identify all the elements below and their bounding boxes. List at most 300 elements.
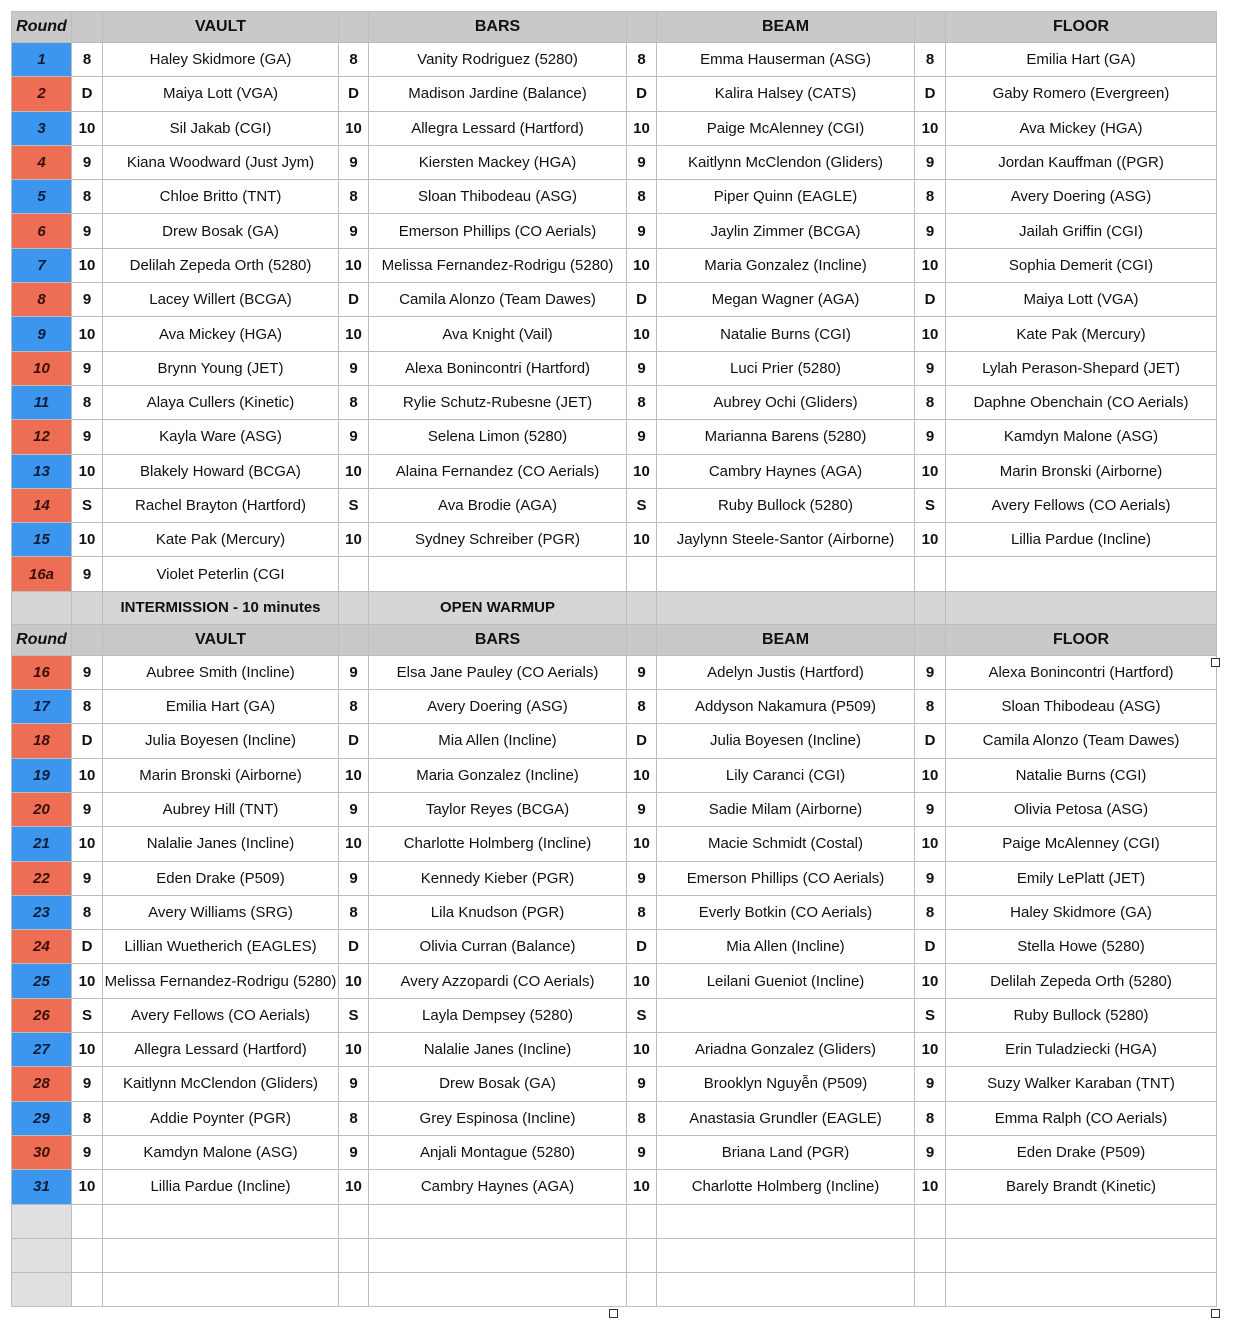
vault-gymnast-cell[interactable]: Aubree Smith (Incline) <box>103 655 339 689</box>
bars-level-cell[interactable] <box>339 557 369 591</box>
round-number-cell[interactable]: 26 <box>12 998 72 1032</box>
round-number-cell[interactable]: 11 <box>12 385 72 419</box>
bars-level-cell[interactable]: 8 <box>339 690 369 724</box>
vault-gymnast-cell[interactable]: Nalalie Janes (Incline) <box>103 827 339 861</box>
intermission-blank-cell[interactable] <box>657 591 915 624</box>
beam-level-cell[interactable]: 10 <box>627 454 657 488</box>
beam-gymnast-cell[interactable]: Leilani Gueniot (Incline) <box>657 964 915 998</box>
round-column-header[interactable]: Round <box>12 624 72 655</box>
bars-gymnast-cell[interactable]: Drew Bosak (GA) <box>369 1067 627 1101</box>
floor-level-cell[interactable]: S <box>915 488 946 522</box>
beam-gymnast-cell[interactable]: Sadie Milam (Airborne) <box>657 792 915 826</box>
round-number-cell[interactable]: 13 <box>12 454 72 488</box>
floor-column-header[interactable]: FLOOR <box>946 12 1217 43</box>
round-number-cell[interactable]: 14 <box>12 488 72 522</box>
floor-gymnast-cell[interactable]: Lillia Pardue (Incline) <box>946 523 1217 557</box>
vault-level-cell[interactable]: 10 <box>72 248 103 282</box>
vault-gymnast-cell[interactable] <box>103 1238 339 1272</box>
beam-gymnast-cell[interactable]: Addyson Nakamura (P509) <box>657 690 915 724</box>
floor-gymnast-cell[interactable]: Gaby Romero (Evergreen) <box>946 77 1217 111</box>
floor-gymnast-cell[interactable]: Sloan Thibodeau (ASG) <box>946 690 1217 724</box>
floor-level-cell[interactable]: 8 <box>915 895 946 929</box>
bars-gymnast-cell[interactable] <box>369 557 627 591</box>
round-number-cell[interactable]: 25 <box>12 964 72 998</box>
vault-level-cell[interactable]: S <box>72 998 103 1032</box>
bars-level-cell[interactable]: 9 <box>339 420 369 454</box>
beam-gymnast-cell[interactable]: Briana Land (PGR) <box>657 1135 915 1169</box>
bars-level-cell[interactable]: 9 <box>339 351 369 385</box>
floor-gymnast-cell[interactable]: Lylah Perason-Shepard (JET) <box>946 351 1217 385</box>
beam-level-cell[interactable]: S <box>627 998 657 1032</box>
vault-level-cell[interactable]: 8 <box>72 43 103 77</box>
vault-level-cell[interactable]: 9 <box>72 351 103 385</box>
floor-gymnast-cell[interactable]: Natalie Burns (CGI) <box>946 758 1217 792</box>
beam-level-cell[interactable]: 9 <box>627 351 657 385</box>
round-number-cell[interactable]: 30 <box>12 1135 72 1169</box>
intermission-blank-cell[interactable] <box>946 591 1217 624</box>
beam-gymnast-cell[interactable]: Paige McAlenney (CGI) <box>657 111 915 145</box>
bars-level-cell[interactable]: 9 <box>339 1067 369 1101</box>
bars-level-cell[interactable]: 8 <box>339 180 369 214</box>
vault-gymnast-cell[interactable]: Kaitlynn McClendon (Gliders) <box>103 1067 339 1101</box>
vault-gymnast-cell[interactable]: Allegra Lessard (Hartford) <box>103 1033 339 1067</box>
vault-gymnast-cell[interactable]: Haley Skidmore (GA) <box>103 43 339 77</box>
beam-level-cell[interactable]: D <box>627 283 657 317</box>
round-number-cell[interactable]: 16a <box>12 557 72 591</box>
floor-gymnast-cell[interactable]: Erin Tuladziecki (HGA) <box>946 1033 1217 1067</box>
vault-gymnast-cell[interactable]: Chloe Britto (TNT) <box>103 180 339 214</box>
floor-gymnast-cell[interactable]: Kamdyn Malone (ASG) <box>946 420 1217 454</box>
beam-column-header[interactable]: BEAM <box>657 12 915 43</box>
bars-level-cell[interactable]: 9 <box>339 861 369 895</box>
round-number-cell[interactable]: 27 <box>12 1033 72 1067</box>
beam-gymnast-cell[interactable]: Jaylin Zimmer (BCGA) <box>657 214 915 248</box>
beam-level-cell[interactable]: 9 <box>627 861 657 895</box>
floor-column-header[interactable]: FLOOR <box>946 624 1217 655</box>
floor-level-cell[interactable]: S <box>915 998 946 1032</box>
bars-column-header[interactable]: BARS <box>369 624 627 655</box>
vault-level-cell[interactable]: S <box>72 488 103 522</box>
beam-gymnast-cell[interactable]: Anastasia Grundler (EAGLE) <box>657 1101 915 1135</box>
bars-level-cell[interactable]: 10 <box>339 111 369 145</box>
round-number-cell[interactable]: 16 <box>12 655 72 689</box>
vault-level-header[interactable] <box>72 624 103 655</box>
vault-level-cell[interactable]: 9 <box>72 792 103 826</box>
vault-level-cell[interactable] <box>72 1273 103 1307</box>
vault-level-cell[interactable]: 10 <box>72 317 103 351</box>
vault-level-cell[interactable]: 10 <box>72 1170 103 1204</box>
vault-gymnast-cell[interactable]: Violet Peterlin (CGI <box>103 557 339 591</box>
vault-gymnast-cell[interactable]: Melissa Fernandez-Rodrigu (5280) <box>103 964 339 998</box>
beam-gymnast-cell[interactable] <box>657 998 915 1032</box>
beam-level-cell[interactable]: 10 <box>627 111 657 145</box>
bars-level-cell[interactable]: 10 <box>339 454 369 488</box>
bars-gymnast-cell[interactable]: Nalalie Janes (Incline) <box>369 1033 627 1067</box>
bars-level-cell[interactable]: 10 <box>339 523 369 557</box>
beam-gymnast-cell[interactable] <box>657 557 915 591</box>
bars-level-cell[interactable]: 10 <box>339 1033 369 1067</box>
beam-level-cell[interactable]: 9 <box>627 1135 657 1169</box>
floor-level-cell[interactable]: 10 <box>915 523 946 557</box>
floor-level-cell[interactable]: 10 <box>915 964 946 998</box>
beam-level-cell[interactable]: 10 <box>627 1170 657 1204</box>
vault-gymnast-cell[interactable]: Maiya Lott (VGA) <box>103 77 339 111</box>
round-number-cell[interactable]: 5 <box>12 180 72 214</box>
round-number-cell[interactable]: 20 <box>12 792 72 826</box>
vault-gymnast-cell[interactable]: Brynn Young (JET) <box>103 351 339 385</box>
bars-level-cell[interactable]: 10 <box>339 964 369 998</box>
floor-level-cell[interactable]: D <box>915 77 946 111</box>
bars-gymnast-cell[interactable] <box>369 1273 627 1307</box>
floor-gymnast-cell[interactable]: Camila Alonzo (Team Dawes) <box>946 724 1217 758</box>
floor-level-cell[interactable]: 9 <box>915 214 946 248</box>
round-number-cell[interactable]: 7 <box>12 248 72 282</box>
floor-gymnast-cell[interactable]: Emma Ralph (CO Aerials) <box>946 1101 1217 1135</box>
bars-gymnast-cell[interactable]: Kiersten Mackey (HGA) <box>369 145 627 179</box>
floor-level-cell[interactable]: 10 <box>915 248 946 282</box>
beam-level-cell[interactable] <box>627 1204 657 1238</box>
bars-level-cell[interactable]: 9 <box>339 214 369 248</box>
floor-level-cell[interactable]: 8 <box>915 180 946 214</box>
round-number-cell[interactable]: 3 <box>12 111 72 145</box>
beam-level-cell[interactable]: D <box>627 930 657 964</box>
floor-level-cell[interactable]: 10 <box>915 317 946 351</box>
open-warmup-label[interactable]: OPEN WARMUP <box>369 591 627 624</box>
beam-gymnast-cell[interactable]: Ariadna Gonzalez (Gliders) <box>657 1033 915 1067</box>
bars-level-cell[interactable]: D <box>339 724 369 758</box>
beam-gymnast-cell[interactable]: Mia Allen (Incline) <box>657 930 915 964</box>
round-number-cell[interactable] <box>12 1238 72 1272</box>
beam-level-cell[interactable]: S <box>627 488 657 522</box>
beam-level-cell[interactable]: 10 <box>627 248 657 282</box>
intermission-round-cell[interactable] <box>12 591 72 624</box>
floor-level-cell[interactable]: 10 <box>915 111 946 145</box>
round-number-cell[interactable]: 21 <box>12 827 72 861</box>
vault-column-header[interactable]: VAULT <box>103 12 339 43</box>
beam-gymnast-cell[interactable]: Cambry Haynes (AGA) <box>657 454 915 488</box>
vault-gymnast-cell[interactable]: Kate Pak (Mercury) <box>103 523 339 557</box>
bars-level-cell[interactable]: 8 <box>339 1101 369 1135</box>
round-number-cell[interactable]: 22 <box>12 861 72 895</box>
beam-level-cell[interactable]: 10 <box>627 1033 657 1067</box>
beam-level-cell[interactable]: 8 <box>627 895 657 929</box>
bars-gymnast-cell[interactable]: Ava Knight (Vail) <box>369 317 627 351</box>
vault-gymnast-cell[interactable]: Delilah Zepeda Orth (5280) <box>103 248 339 282</box>
beam-level-cell[interactable]: 9 <box>627 214 657 248</box>
bars-level-cell[interactable] <box>339 1238 369 1272</box>
vault-gymnast-cell[interactable]: Lacey Willert (BCGA) <box>103 283 339 317</box>
beam-gymnast-cell[interactable]: Natalie Burns (CGI) <box>657 317 915 351</box>
bars-gymnast-cell[interactable]: Mia Allen (Incline) <box>369 724 627 758</box>
bars-gymnast-cell[interactable] <box>369 1238 627 1272</box>
bars-gymnast-cell[interactable]: Avery Doering (ASG) <box>369 690 627 724</box>
round-number-cell[interactable]: 29 <box>12 1101 72 1135</box>
bars-level-cell[interactable]: 9 <box>339 1135 369 1169</box>
floor-level-header[interactable] <box>915 12 946 43</box>
vault-gymnast-cell[interactable]: Kayla Ware (ASG) <box>103 420 339 454</box>
vault-level-cell[interactable]: D <box>72 930 103 964</box>
beam-gymnast-cell[interactable]: Macie Schmidt (Costal) <box>657 827 915 861</box>
floor-level-cell[interactable]: 8 <box>915 385 946 419</box>
round-number-cell[interactable]: 28 <box>12 1067 72 1101</box>
selection-handle-right[interactable] <box>1211 658 1220 667</box>
floor-gymnast-cell[interactable]: Haley Skidmore (GA) <box>946 895 1217 929</box>
beam-level-cell[interactable]: 10 <box>627 523 657 557</box>
floor-gymnast-cell[interactable]: Avery Doering (ASG) <box>946 180 1217 214</box>
floor-gymnast-cell[interactable]: Avery Fellows (CO Aerials) <box>946 488 1217 522</box>
floor-gymnast-cell[interactable]: Emilia Hart (GA) <box>946 43 1217 77</box>
bars-column-header[interactable]: BARS <box>369 12 627 43</box>
floor-gymnast-cell[interactable]: Suzy Walker Karaban (TNT) <box>946 1067 1217 1101</box>
bars-level-header[interactable] <box>339 12 369 43</box>
beam-gymnast-cell[interactable]: Adelyn Justis (Hartford) <box>657 655 915 689</box>
intermission-blank-cell[interactable] <box>915 591 946 624</box>
bars-gymnast-cell[interactable]: Selena Limon (5280) <box>369 420 627 454</box>
vault-level-cell[interactable]: 10 <box>72 1033 103 1067</box>
beam-level-cell[interactable]: 9 <box>627 792 657 826</box>
vault-gymnast-cell[interactable]: Kamdyn Malone (ASG) <box>103 1135 339 1169</box>
beam-level-cell[interactable] <box>627 1238 657 1272</box>
round-number-cell[interactable]: 12 <box>12 420 72 454</box>
floor-gymnast-cell[interactable]: Ruby Bullock (5280) <box>946 998 1217 1032</box>
beam-level-header[interactable] <box>627 12 657 43</box>
bars-level-cell[interactable] <box>339 1273 369 1307</box>
vault-level-cell[interactable]: 10 <box>72 523 103 557</box>
vault-level-cell[interactable]: 9 <box>72 557 103 591</box>
bars-gymnast-cell[interactable] <box>369 1204 627 1238</box>
floor-gymnast-cell[interactable]: Stella Howe (5280) <box>946 930 1217 964</box>
bars-level-cell[interactable]: 10 <box>339 758 369 792</box>
vault-gymnast-cell[interactable]: Eden Drake (P509) <box>103 861 339 895</box>
vault-level-cell[interactable]: D <box>72 77 103 111</box>
floor-level-cell[interactable] <box>915 1238 946 1272</box>
beam-column-header[interactable]: BEAM <box>657 624 915 655</box>
intermission-blank-cell[interactable] <box>627 591 657 624</box>
round-number-cell[interactable]: 10 <box>12 351 72 385</box>
round-number-cell[interactable]: 19 <box>12 758 72 792</box>
floor-gymnast-cell[interactable]: Marin Bronski (Airborne) <box>946 454 1217 488</box>
vault-level-cell[interactable]: D <box>72 724 103 758</box>
bars-gymnast-cell[interactable]: Cambry Haynes (AGA) <box>369 1170 627 1204</box>
floor-level-cell[interactable]: 9 <box>915 655 946 689</box>
beam-level-cell[interactable]: 10 <box>627 317 657 351</box>
vault-gymnast-cell[interactable]: Julia Boyesen (Incline) <box>103 724 339 758</box>
bars-gymnast-cell[interactable]: Elsa Jane Pauley (CO Aerials) <box>369 655 627 689</box>
floor-level-cell[interactable]: D <box>915 930 946 964</box>
vault-gymnast-cell[interactable]: Marin Bronski (Airborne) <box>103 758 339 792</box>
beam-gymnast-cell[interactable]: Piper Quinn (EAGLE) <box>657 180 915 214</box>
vault-level-cell[interactable]: 8 <box>72 180 103 214</box>
floor-gymnast-cell[interactable]: Ava Mickey (HGA) <box>946 111 1217 145</box>
bars-gymnast-cell[interactable]: Vanity Rodriguez (5280) <box>369 43 627 77</box>
floor-level-cell[interactable]: D <box>915 724 946 758</box>
floor-level-cell[interactable]: 10 <box>915 758 946 792</box>
bars-level-cell[interactable]: D <box>339 77 369 111</box>
intermission-blank-cell[interactable] <box>339 591 369 624</box>
vault-gymnast-cell[interactable]: Lillia Pardue (Incline) <box>103 1170 339 1204</box>
bars-gymnast-cell[interactable]: Rylie Schutz-Rubesne (JET) <box>369 385 627 419</box>
floor-level-cell[interactable]: D <box>915 283 946 317</box>
floor-level-cell[interactable] <box>915 557 946 591</box>
floor-level-cell[interactable]: 9 <box>915 792 946 826</box>
floor-gymnast-cell[interactable]: Barely Brandt (Kinetic) <box>946 1170 1217 1204</box>
floor-gymnast-cell[interactable]: Eden Drake (P509) <box>946 1135 1217 1169</box>
bars-level-cell[interactable]: 8 <box>339 43 369 77</box>
vault-column-header[interactable]: VAULT <box>103 624 339 655</box>
beam-level-cell[interactable]: 8 <box>627 385 657 419</box>
intermission-blank-cell[interactable] <box>72 591 103 624</box>
bars-gymnast-cell[interactable]: Allegra Lessard (Hartford) <box>369 111 627 145</box>
beam-gymnast-cell[interactable]: Maria Gonzalez (Incline) <box>657 248 915 282</box>
vault-level-cell[interactable]: 10 <box>72 758 103 792</box>
floor-gymnast-cell[interactable]: Maiya Lott (VGA) <box>946 283 1217 317</box>
vault-level-cell[interactable]: 10 <box>72 454 103 488</box>
beam-level-cell[interactable]: 9 <box>627 655 657 689</box>
bars-gymnast-cell[interactable]: Layla Dempsey (5280) <box>369 998 627 1032</box>
floor-level-cell[interactable]: 10 <box>915 454 946 488</box>
round-number-cell[interactable]: 8 <box>12 283 72 317</box>
beam-level-cell[interactable]: 8 <box>627 1101 657 1135</box>
round-number-cell[interactable]: 1 <box>12 43 72 77</box>
beam-level-cell[interactable]: 10 <box>627 964 657 998</box>
vault-gymnast-cell[interactable]: Avery Williams (SRG) <box>103 895 339 929</box>
floor-gymnast-cell[interactable]: Jailah Griffin (CGI) <box>946 214 1217 248</box>
round-number-cell[interactable]: 31 <box>12 1170 72 1204</box>
beam-gymnast-cell[interactable]: Jaylynn Steele-Santor (Airborne) <box>657 523 915 557</box>
beam-gymnast-cell[interactable] <box>657 1204 915 1238</box>
beam-level-header[interactable] <box>627 624 657 655</box>
beam-level-cell[interactable]: 9 <box>627 1067 657 1101</box>
round-number-cell[interactable]: 18 <box>12 724 72 758</box>
round-column-header[interactable]: Round <box>12 12 72 43</box>
beam-level-cell[interactable]: D <box>627 77 657 111</box>
round-number-cell[interactable]: 4 <box>12 145 72 179</box>
vault-gymnast-cell[interactable]: Ava Mickey (HGA) <box>103 317 339 351</box>
round-number-cell[interactable]: 23 <box>12 895 72 929</box>
round-number-cell[interactable]: 9 <box>12 317 72 351</box>
floor-gymnast-cell[interactable] <box>946 1238 1217 1272</box>
beam-level-cell[interactable]: 9 <box>627 420 657 454</box>
beam-gymnast-cell[interactable]: Everly Botkin (CO Aerials) <box>657 895 915 929</box>
beam-level-cell[interactable] <box>627 557 657 591</box>
beam-level-cell[interactable] <box>627 1273 657 1307</box>
vault-gymnast-cell[interactable]: Emilia Hart (GA) <box>103 690 339 724</box>
vault-level-cell[interactable]: 8 <box>72 385 103 419</box>
beam-gymnast-cell[interactable]: Marianna Barens (5280) <box>657 420 915 454</box>
floor-level-cell[interactable]: 10 <box>915 1033 946 1067</box>
floor-gymnast-cell[interactable]: Kate Pak (Mercury) <box>946 317 1217 351</box>
round-number-cell[interactable]: 15 <box>12 523 72 557</box>
vault-gymnast-cell[interactable]: Addie Poynter (PGR) <box>103 1101 339 1135</box>
vault-level-cell[interactable]: 10 <box>72 964 103 998</box>
floor-level-cell[interactable]: 9 <box>915 351 946 385</box>
vault-gymnast-cell[interactable]: Avery Fellows (CO Aerials) <box>103 998 339 1032</box>
beam-level-cell[interactable]: 8 <box>627 180 657 214</box>
vault-level-cell[interactable]: 9 <box>72 214 103 248</box>
floor-gymnast-cell[interactable]: Alexa Bonincontri (Hartford) <box>946 655 1217 689</box>
bars-level-cell[interactable] <box>339 1204 369 1238</box>
floor-gymnast-cell[interactable] <box>946 1273 1217 1307</box>
vault-level-cell[interactable]: 8 <box>72 1101 103 1135</box>
round-number-cell[interactable]: 24 <box>12 930 72 964</box>
floor-gymnast-cell[interactable] <box>946 557 1217 591</box>
floor-level-cell[interactable]: 8 <box>915 1101 946 1135</box>
bars-level-cell[interactable]: 10 <box>339 1170 369 1204</box>
beam-gymnast-cell[interactable]: Emma Hauserman (ASG) <box>657 43 915 77</box>
vault-gymnast-cell[interactable]: Blakely Howard (BCGA) <box>103 454 339 488</box>
floor-level-cell[interactable]: 9 <box>915 145 946 179</box>
bars-level-header[interactable] <box>339 624 369 655</box>
vault-gymnast-cell[interactable] <box>103 1273 339 1307</box>
bars-gymnast-cell[interactable]: Olivia Curran (Balance) <box>369 930 627 964</box>
vault-gymnast-cell[interactable]: Rachel Brayton (Hartford) <box>103 488 339 522</box>
floor-level-cell[interactable]: 9 <box>915 861 946 895</box>
floor-level-cell[interactable]: 8 <box>915 690 946 724</box>
beam-gymnast-cell[interactable]: Megan Wagner (AGA) <box>657 283 915 317</box>
beam-gymnast-cell[interactable]: Charlotte Holmberg (Incline) <box>657 1170 915 1204</box>
beam-level-cell[interactable]: 8 <box>627 43 657 77</box>
bars-gymnast-cell[interactable]: Anjali Montague (5280) <box>369 1135 627 1169</box>
floor-level-cell[interactable]: 9 <box>915 1135 946 1169</box>
vault-level-cell[interactable]: 9 <box>72 655 103 689</box>
floor-level-cell[interactable]: 8 <box>915 43 946 77</box>
bars-level-cell[interactable]: D <box>339 283 369 317</box>
beam-level-cell[interactable]: 10 <box>627 758 657 792</box>
beam-gymnast-cell[interactable]: Emerson Phillips (CO Aerials) <box>657 861 915 895</box>
floor-gymnast-cell[interactable]: Emily LePlatt (JET) <box>946 861 1217 895</box>
vault-gymnast-cell[interactable]: Alaya Cullers (Kinetic) <box>103 385 339 419</box>
vault-level-cell[interactable]: 8 <box>72 895 103 929</box>
bars-level-cell[interactable]: 8 <box>339 385 369 419</box>
vault-level-cell[interactable]: 9 <box>72 283 103 317</box>
bars-gymnast-cell[interactable]: Madison Jardine (Balance) <box>369 77 627 111</box>
bars-level-cell[interactable]: D <box>339 930 369 964</box>
floor-gymnast-cell[interactable]: Paige McAlenney (CGI) <box>946 827 1217 861</box>
vault-level-cell[interactable]: 9 <box>72 861 103 895</box>
vault-gymnast-cell[interactable]: Lillian Wuetherich (EAGLES) <box>103 930 339 964</box>
bars-gymnast-cell[interactable]: Alaina Fernandez (CO Aerials) <box>369 454 627 488</box>
floor-level-cell[interactable]: 10 <box>915 827 946 861</box>
round-number-cell[interactable]: 6 <box>12 214 72 248</box>
beam-gymnast-cell[interactable]: Ruby Bullock (5280) <box>657 488 915 522</box>
round-number-cell[interactable]: 2 <box>12 77 72 111</box>
bars-gymnast-cell[interactable]: Camila Alonzo (Team Dawes) <box>369 283 627 317</box>
bars-level-cell[interactable]: 9 <box>339 655 369 689</box>
beam-level-cell[interactable]: D <box>627 724 657 758</box>
bars-gymnast-cell[interactable]: Maria Gonzalez (Incline) <box>369 758 627 792</box>
beam-gymnast-cell[interactable]: Brooklyn Nguyễn (P509) <box>657 1067 915 1101</box>
bars-gymnast-cell[interactable]: Avery Azzopardi (CO Aerials) <box>369 964 627 998</box>
floor-gymnast-cell[interactable] <box>946 1204 1217 1238</box>
beam-gymnast-cell[interactable] <box>657 1238 915 1272</box>
beam-level-cell[interactable]: 9 <box>627 145 657 179</box>
vault-gymnast-cell[interactable]: Sil Jakab (CGI) <box>103 111 339 145</box>
bars-gymnast-cell[interactable]: Kennedy Kieber (PGR) <box>369 861 627 895</box>
bars-gymnast-cell[interactable]: Charlotte Holmberg (Incline) <box>369 827 627 861</box>
vault-level-cell[interactable]: 10 <box>72 827 103 861</box>
vault-level-cell[interactable]: 9 <box>72 420 103 454</box>
floor-level-cell[interactable]: 10 <box>915 1170 946 1204</box>
bars-level-cell[interactable]: 9 <box>339 792 369 826</box>
beam-gymnast-cell[interactable]: Kaitlynn McClendon (Gliders) <box>657 145 915 179</box>
vault-level-cell[interactable] <box>72 1204 103 1238</box>
bars-gymnast-cell[interactable]: Ava Brodie (AGA) <box>369 488 627 522</box>
round-number-cell[interactable] <box>12 1204 72 1238</box>
intermission-label[interactable]: INTERMISSION - 10 minutes <box>103 591 339 624</box>
floor-gymnast-cell[interactable]: Delilah Zepeda Orth (5280) <box>946 964 1217 998</box>
bars-gymnast-cell[interactable]: Grey Espinosa (Incline) <box>369 1101 627 1135</box>
beam-gymnast-cell[interactable]: Luci Prier (5280) <box>657 351 915 385</box>
